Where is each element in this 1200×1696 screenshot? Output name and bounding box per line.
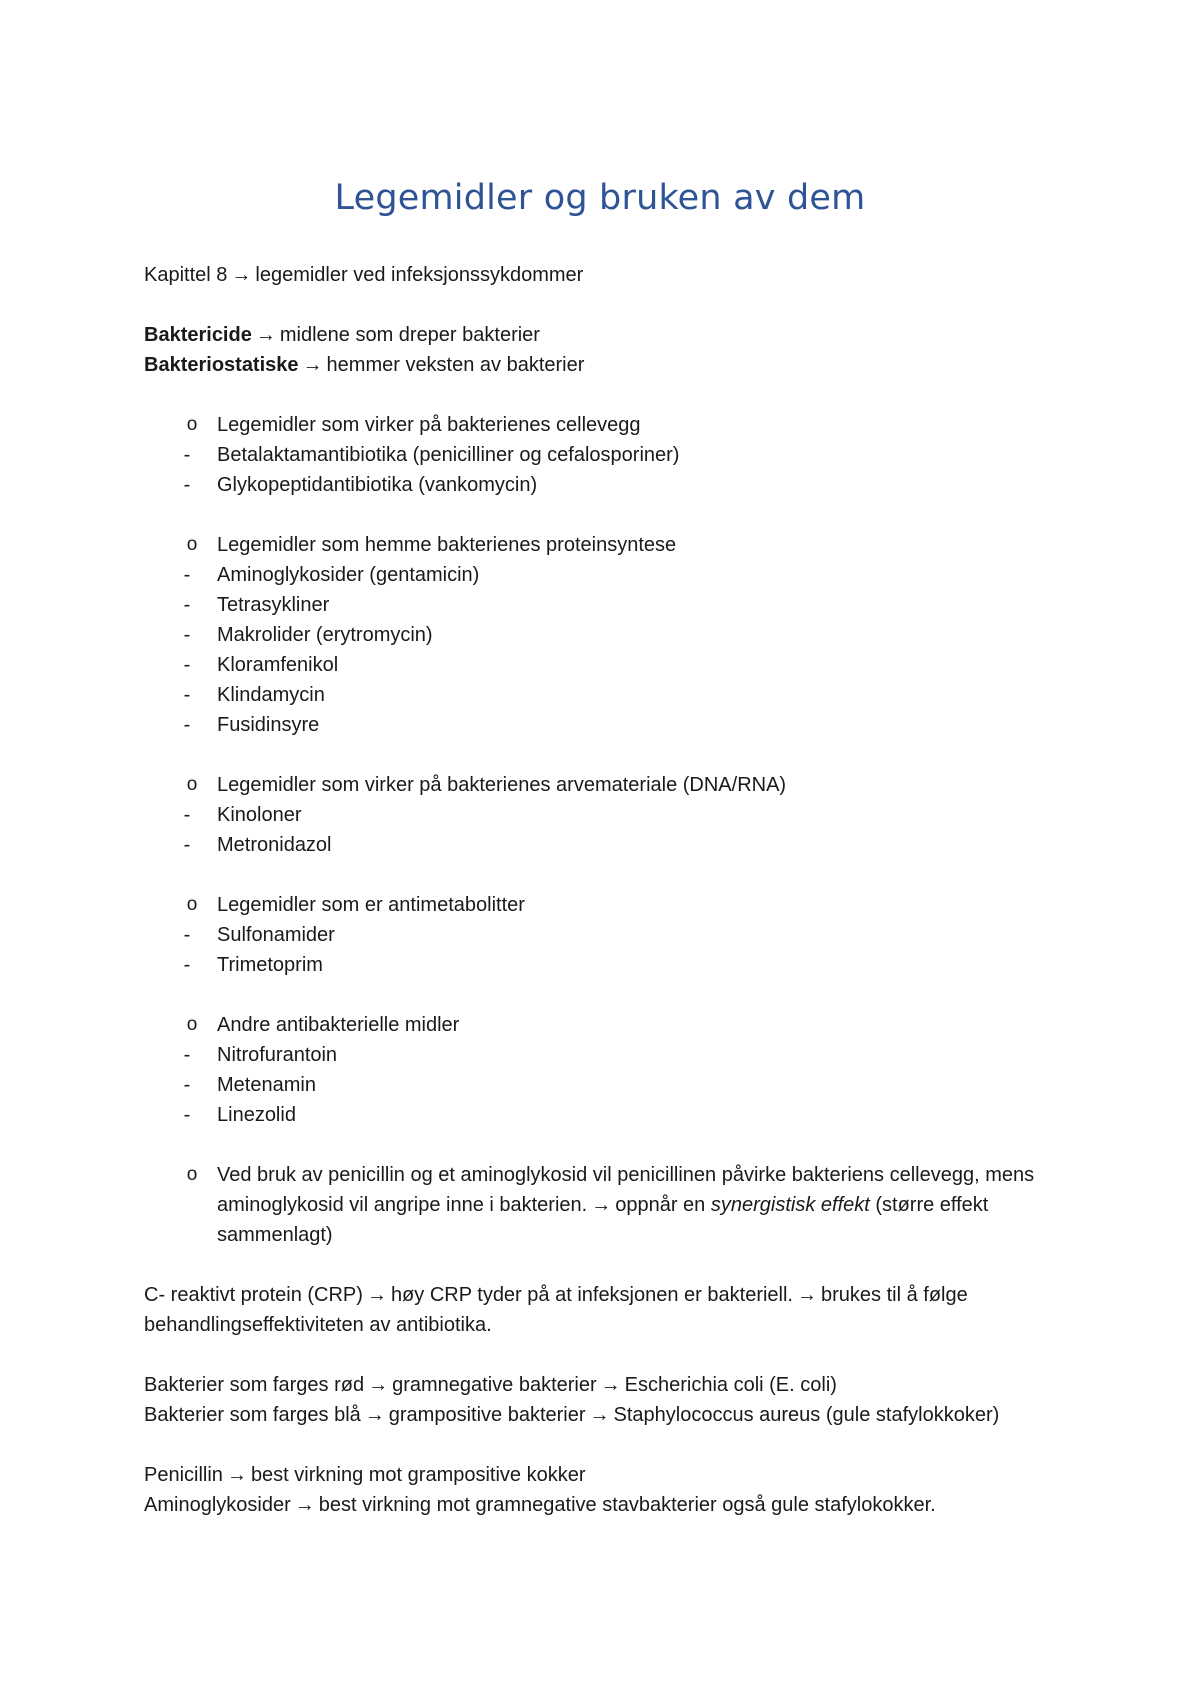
circle-bullet-icon: o (186, 414, 198, 435)
chapter-text: legemidler ved infeksjonssykdommer (255, 264, 584, 286)
dash-bullet-icon: - (183, 684, 191, 706)
list-item (144, 920, 1064, 950)
synergy-note (144, 1160, 1064, 1250)
list-item (144, 590, 1064, 620)
list-item (144, 560, 1064, 590)
gram-text: gramnegative bakterier (392, 1374, 597, 1396)
synergy-text-3: (større effekt sammenlagt) (217, 1194, 989, 1246)
chapter-line (144, 260, 1064, 290)
dash-bullet-icon: - (183, 834, 191, 856)
group-heading-text: Legemidler som virker på bakterienes arvemateriale (DNA/RNA) (217, 774, 787, 796)
gram-line (144, 1400, 1064, 1430)
chapter-prefix: Kapittel 8 (144, 264, 228, 286)
gram-text: Bakterier som farges blå (144, 1404, 361, 1426)
list-item-text: Tetrasykliner (217, 594, 330, 616)
synergy-text-1: Ved bruk av penicillin og et aminoglykosid vil penicillinen påvirke bakteriens cellevegg, mens aminoglykosid vil angripe inne i bakterien. (217, 1164, 1035, 1216)
arrow-icon: → (231, 264, 252, 286)
definition-baktericide (144, 320, 1064, 350)
dash-bullet-icon: - (183, 804, 191, 826)
arrow-icon: → (226, 1464, 247, 1486)
effect-line (144, 1460, 1064, 1490)
list-item (144, 1070, 1064, 1100)
gram-text: Escherichia coli (E. coli) (624, 1374, 837, 1396)
group-heading (144, 530, 1064, 560)
list-item-text: Nitrofurantoin (217, 1044, 338, 1066)
spacer (144, 860, 1064, 890)
list-item (144, 830, 1064, 860)
spacer (144, 1130, 1064, 1160)
dash-bullet-icon: - (183, 564, 191, 586)
definition-bakteriostatiske (144, 350, 1064, 380)
group-heading-text: Legemidler som er antimetabolitter (217, 894, 525, 916)
arrow-icon: → (600, 1374, 621, 1396)
group-heading (144, 410, 1064, 440)
definition-text: hemmer veksten av bakterier (326, 354, 585, 376)
arrow-icon: → (366, 1284, 387, 1306)
group-heading-text: Legemidler som virker på bakterienes cellevegg (217, 414, 641, 436)
arrow-icon: → (797, 1284, 817, 1306)
spacer (144, 290, 1064, 320)
list-item-text: Metenamin (217, 1074, 316, 1096)
dash-bullet-icon: - (183, 924, 191, 946)
list-item (144, 710, 1064, 740)
arrow-icon: → (302, 354, 323, 376)
synergy-italic: synergistisk effekt (710, 1194, 870, 1216)
crp-text-2: høy CRP tyder på at infeksjonen er bakteriell. (390, 1284, 793, 1306)
group-heading (144, 890, 1064, 920)
dash-bullet-icon: - (183, 1074, 191, 1096)
arrow-icon: → (368, 1374, 389, 1396)
spacer (144, 380, 1064, 410)
effect-text: best virkning mot gramnegative stavbakterier også gule stafylokokker. (318, 1494, 936, 1516)
spacer (144, 1430, 1064, 1460)
spacer (144, 1340, 1064, 1370)
dash-bullet-icon: - (183, 624, 191, 646)
effect-text: Penicillin (144, 1464, 223, 1486)
circle-bullet-icon: o (186, 534, 198, 555)
list-item-text: Betalaktamantibiotika (penicilliner og cefalosporiner) (217, 444, 680, 466)
circle-bullet-icon: o (186, 894, 198, 915)
effect-text: Aminoglykosider (144, 1494, 291, 1516)
spacer (144, 500, 1064, 530)
dash-bullet-icon: - (183, 1104, 191, 1126)
list-item-text: Trimetoprim (217, 954, 323, 976)
crp-text-3: brukes til å følge behandlingseffektiviteten av antibiotika. (144, 1284, 968, 1336)
dash-bullet-icon: - (183, 594, 191, 616)
definition-term: Baktericide (144, 324, 252, 346)
arrow-icon: → (294, 1494, 315, 1516)
list-item (144, 680, 1064, 710)
list-item-text: Glykopeptidantibiotika (vankomycin) (217, 474, 538, 496)
list-item-text: Linezolid (217, 1104, 296, 1126)
effect-text: best virkning mot grampositive kokker (250, 1464, 586, 1486)
arrow-icon: → (589, 1404, 610, 1426)
dash-bullet-icon: - (183, 954, 191, 976)
dash-bullet-icon: - (183, 714, 191, 736)
gram-text: Staphylococcus aureus (gule stafylokkoker) (613, 1404, 1000, 1426)
group-heading-text: Andre antibakterielle midler (217, 1014, 460, 1036)
list-item (144, 650, 1064, 680)
list-item (144, 440, 1064, 470)
definition-text: midlene som dreper bakterier (279, 324, 540, 346)
list-item (144, 470, 1064, 500)
dash-bullet-icon: - (183, 444, 191, 466)
document-title: Legemidler og bruken av dem (334, 178, 866, 218)
list-item-text: Makrolider (erytromycin) (217, 624, 433, 646)
dash-bullet-icon: - (183, 654, 191, 676)
synergy-text-2: oppnår en (615, 1194, 706, 1216)
spacer (144, 740, 1064, 770)
group-heading (144, 1010, 1064, 1040)
crp-text-1: C- reaktivt protein (CRP) (144, 1284, 363, 1306)
effect-line (144, 1490, 1064, 1520)
arrow-icon: → (255, 324, 276, 346)
list-item-text: Metronidazol (217, 834, 332, 856)
list-item (144, 1040, 1064, 1070)
gram-line (144, 1370, 1064, 1400)
circle-bullet-icon: o (186, 774, 198, 795)
definition-term: Bakteriostatiske (144, 354, 299, 376)
list-item-text: Sulfonamider (217, 924, 335, 946)
list-item (144, 950, 1064, 980)
list-item-text: Fusidinsyre (217, 714, 320, 736)
gram-text: Bakterier som farges rød (144, 1374, 365, 1396)
list-item-text: Klindamycin (217, 684, 325, 706)
list-item (144, 1100, 1064, 1130)
list-item (144, 620, 1064, 650)
spacer (144, 1250, 1064, 1280)
document-body (144, 260, 1064, 1520)
dash-bullet-icon: - (183, 1044, 191, 1066)
list-item (144, 800, 1064, 830)
group-heading (144, 770, 1064, 800)
dash-bullet-icon: - (183, 474, 191, 496)
spacer (144, 980, 1064, 1010)
gram-text: grampositive bakterier (388, 1404, 586, 1426)
arrow-icon: → (591, 1194, 612, 1216)
circle-bullet-icon: o (186, 1014, 198, 1035)
list-item-text: Kinoloner (217, 804, 302, 826)
arrow-icon: → (364, 1404, 385, 1426)
crp-paragraph (144, 1280, 1064, 1340)
list-item-text: Kloramfenikol (217, 654, 339, 676)
group-heading-text: Legemidler som hemme bakterienes proteinsyntese (217, 534, 677, 556)
list-item-text: Aminoglykosider (gentamicin) (217, 564, 480, 586)
circle-bullet-icon: o (186, 1164, 198, 1185)
